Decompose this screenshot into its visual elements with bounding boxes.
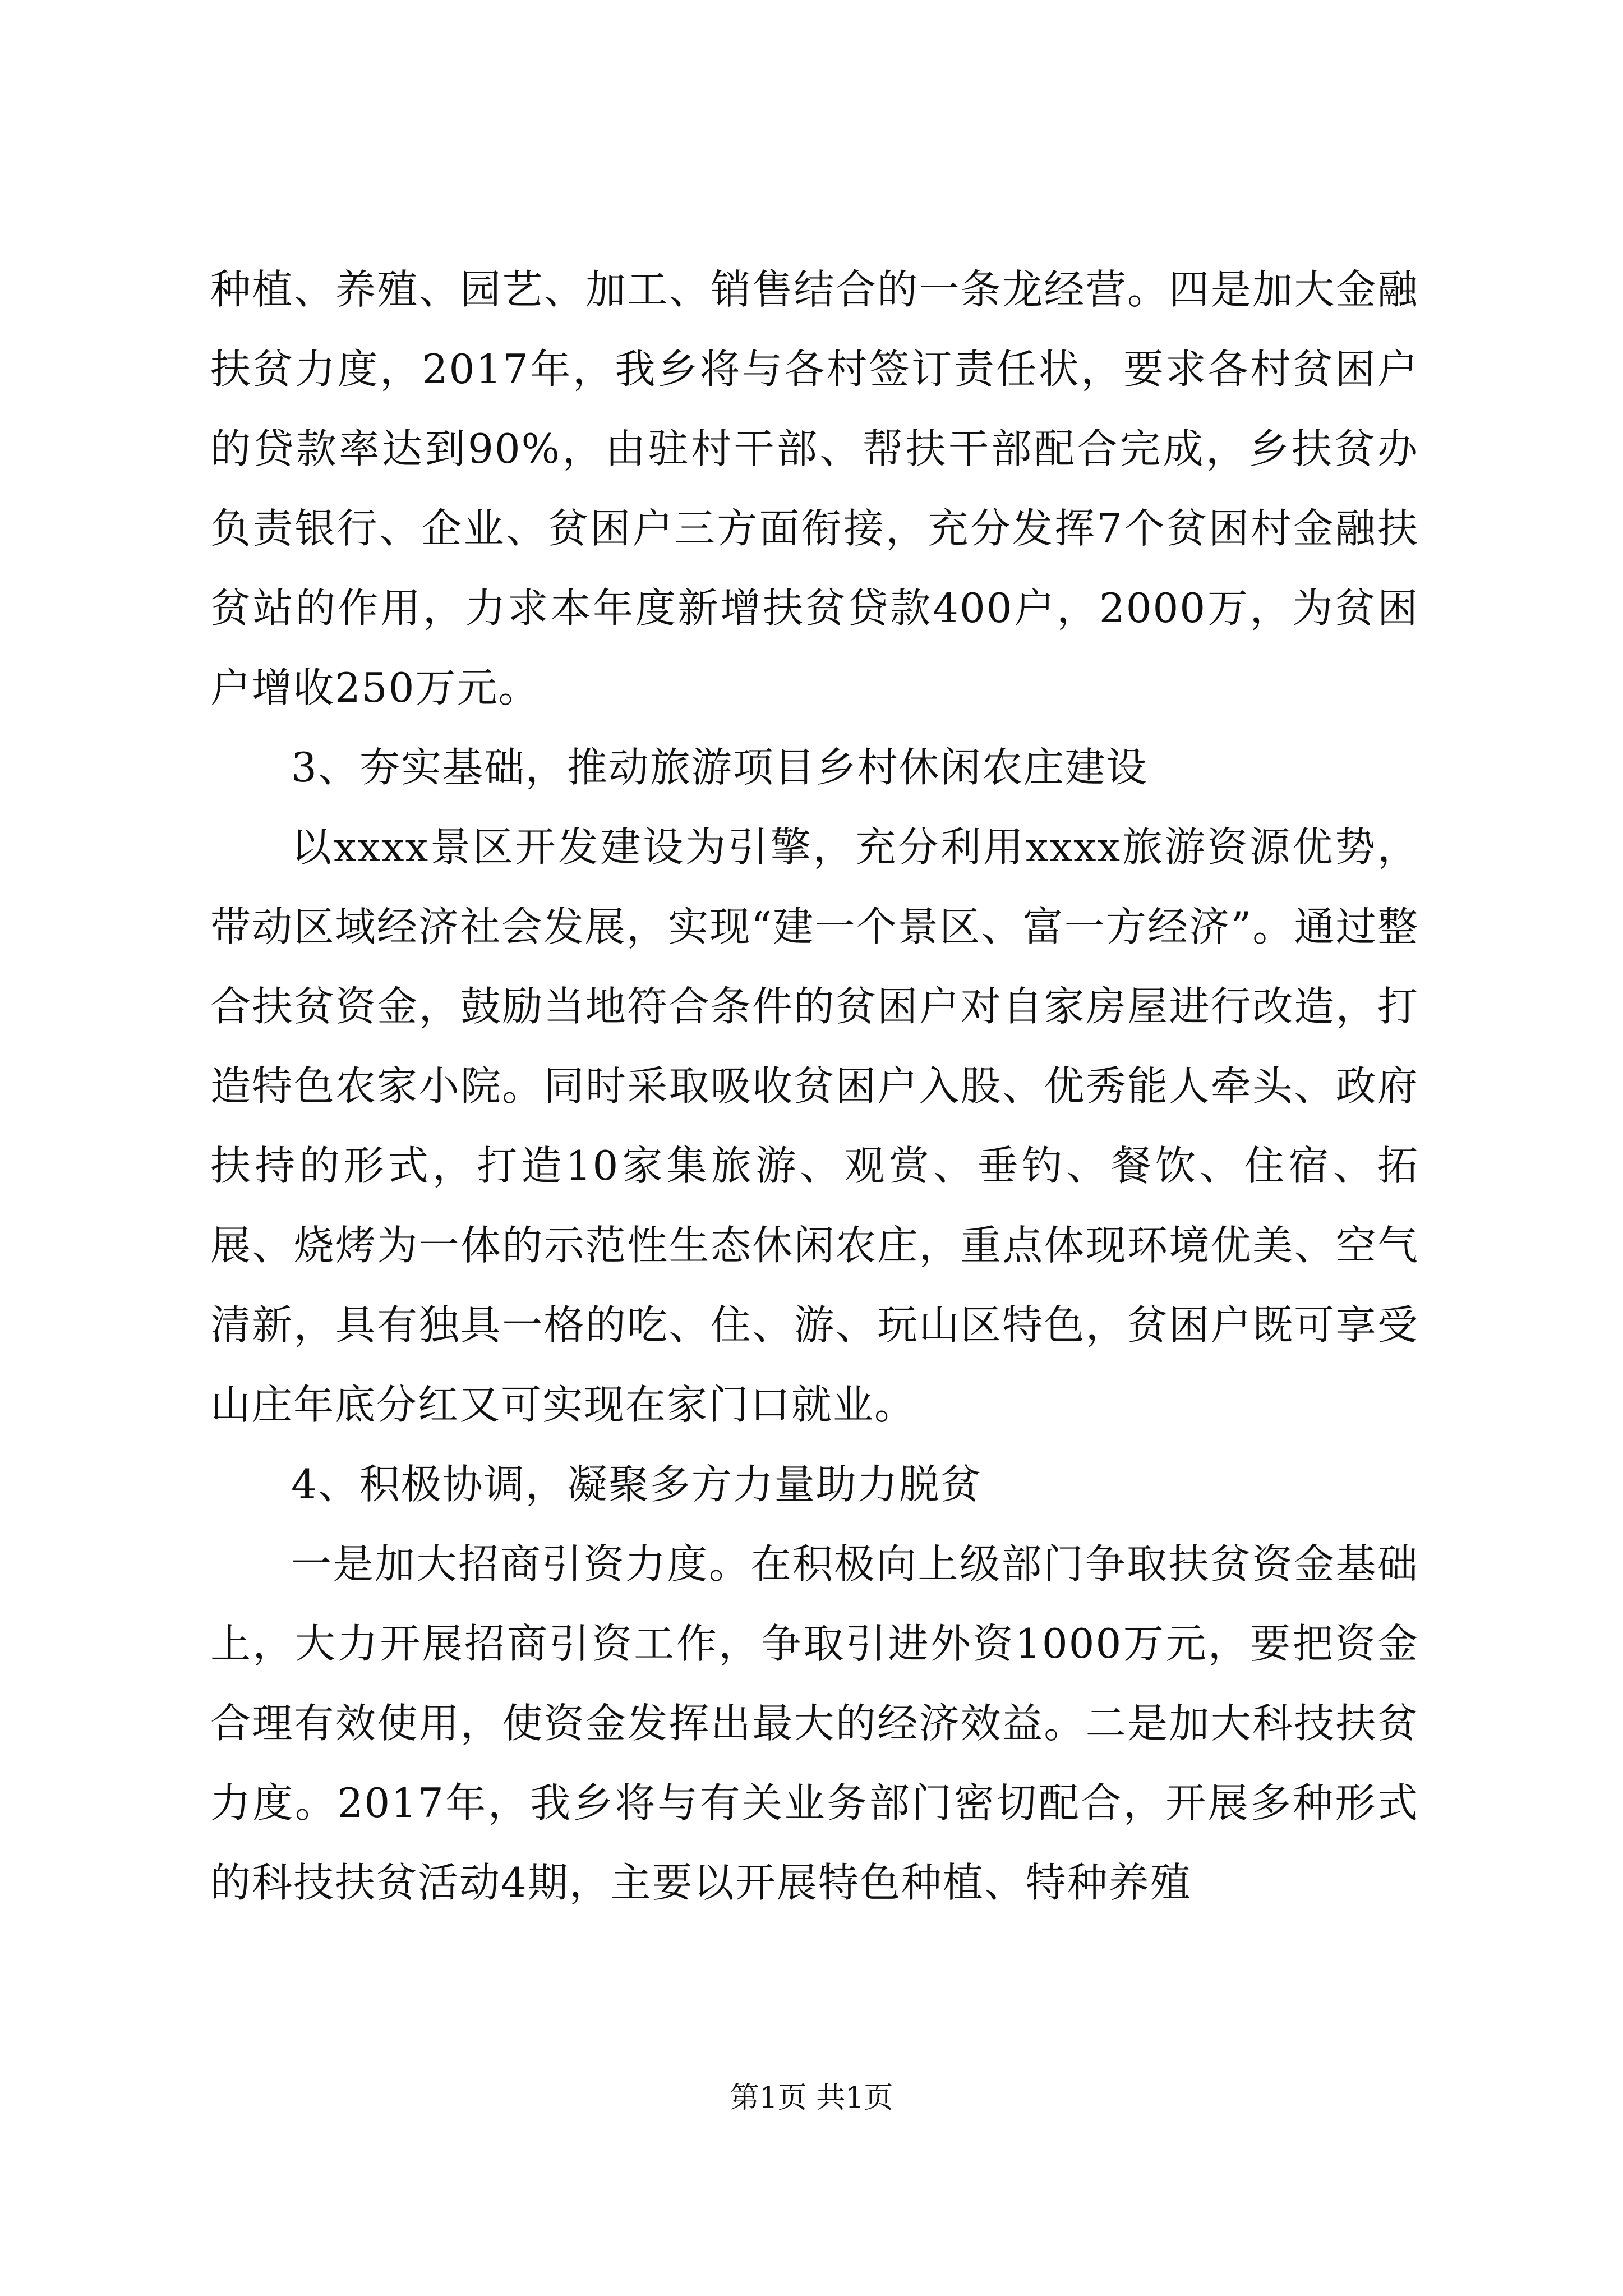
paragraph-investment-tech: 一是加大招商引资力度。在积极向上级部门争取扶贫资金基础上，大力开展招商引资工作，争取引进外资1000万元，要把资金合理有效使用，使资金发挥出最大的经济效益。二是加大科技扶贫力度。2017年，我乡将与有关业务部门密切配合，开展多种形式的科技扶贫活动4期，主要以开展特色种植、特种养殖	[210, 1540, 1419, 1906]
section-heading-tourism: 3、夯实基础，推动旅游项目乡村休闲农庄建设	[291, 744, 1148, 791]
page-number-footer: 第1页 共1页	[730, 2081, 893, 2115]
document-body	[210, 250, 1419, 1922]
paragraph-finance-poverty: 种植、养殖、园艺、加工、销售结合的一条龙经营。四是加大金融扶贫力度，2017年，我乡将与各村签订责任状，要求各村贫困户的贷款率达到90%，由驻村干部、帮扶干部配合完成，乡扶贫办负责银行、企业、贫困户三方面衔接，充分发挥7个贫困村金融扶贫站的作用，力求本年度新增扶贫贷款400户，2000万，为贫困户增收250万元。	[210, 266, 1419, 711]
paragraph-tourism-farmstay: 以xxxx景区开发建设为引擎，充分利用xxxx旅游资源优势，带动区域经济社会发展，实现“建一个景区、富一方经济”。通过整合扶贫资金，鼓励当地符合条件的贫困户对自家房屋进行改造，打造特色农家小院。同时采取吸收贫困户入股、优秀能人牵头、政府扶持的形式，打造10家集旅游、观赏、垂钓、餐饮、住宿、拓展、烧烤为一体的示范性生态休闲农庄，重点体现环境优美、空气清新，具有独具一格的吃、住、游、玩山区特色，贫困户既可享受山庄年底分红又可实现在家门口就业。	[210, 823, 1419, 1428]
section-heading-coordination: 4、积极协调，凝聚多方力量助力脱贫	[291, 1461, 982, 1508]
